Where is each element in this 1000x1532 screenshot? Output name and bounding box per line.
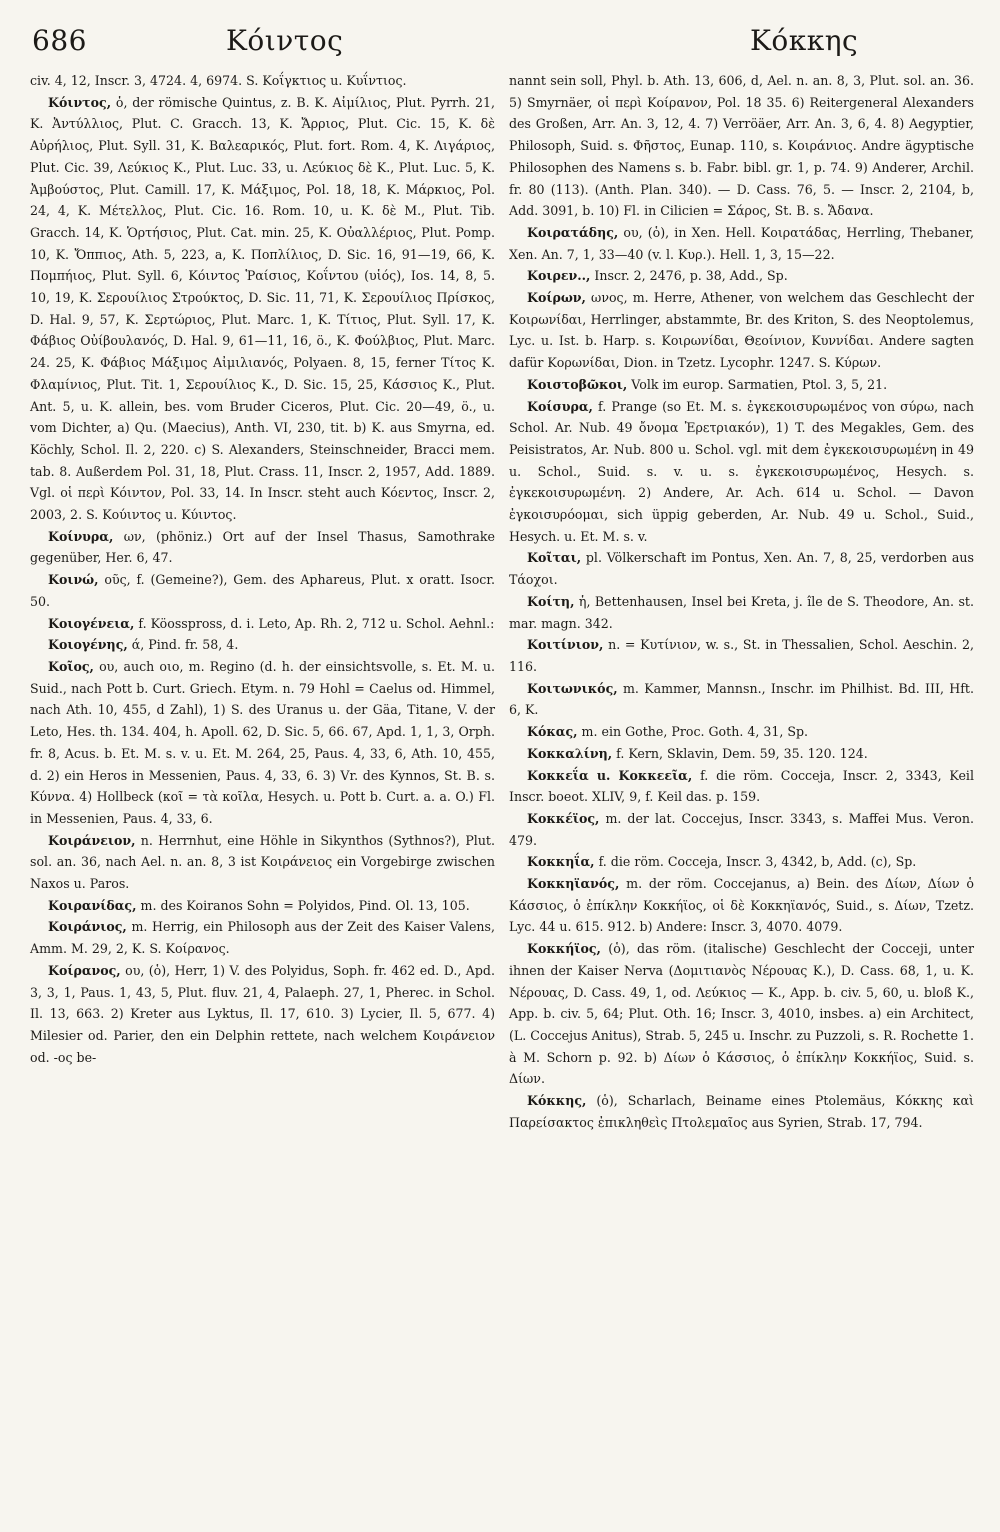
entry-headword: Κόκας, bbox=[527, 724, 578, 740]
page-header bbox=[30, 18, 974, 70]
entry-text: pl. Völkerschaft im Pontus, Xen. An. 7, 8, 25, verdorben aus Τάοχοι. bbox=[509, 550, 974, 588]
entry-headword: Κοίτη, bbox=[527, 593, 575, 609]
entry-text: ὁ, der römische Quintus, z. B. K. Αἰμίλιος, Plut. Pyrrh. 21, K. Ἀντύλλιος, Plut. C. Gracch. 13, K. Ἄρριος, Plut. Cic. 15, K. δὲ Αὐρήλιος, Plut. Syll. 31, K. Βαλεαρικός, Plut. fort. Rom. 4, K. Λιγάριος, Plut. Cic. 39, Λεύκιος K., Plut. Luc. 33, u. Λεύκιος δὲ K., Plut. Luc. 5, K. Ἀμβούστος, Plut. Camill. 17, K. Μάξιμος, Pol. 18, 18, K. Μάρκιος, Pol. 24, 4, K. Μέτελλος, Plut. Cic. 16. Rom. 10, u. K. δὲ M., Plut. Tib. Gracch. 14, K. Ὁρτήσιος, Plut. Cat. min. 25, K. Οὐαλλέριος, Plut. Pomp. 10, K. Ὄππιος, Ath. 5, 223, a, K. Ποπλίλιος, D. Sic. 16, 91—19, 66, K. Πομπήιος, Plut. Syll. 6, Κόιντος Ῥαίσιος, Κοΐντου (υἱός), Ios. 14, 8, 5. 10, 19, K. Σερουίλιος Στρούκτος, D. Sic. 11, 71, K. Σερουίλιος Πρίσκος, D. Hal. 9, 57, K. Σερτώριος, Plut. Marc. 1, K. Τίτιος, Plut. Syll. 17, K. Φάβιος Οὐίβουλανός, D. Hal. 9, 61—11, 16, ö., K. Φούλβιος, Plut. Marc. 24. 25, K. Φάβιος Μάξιμος Αἰμιλιανός, Polyaen. 8, 15, ferner Τίτος K. Φλαμίνιος, Plut. Tit. 1, Σερουίλιος K., D. Sic. 15, 25, Κάσσιος K., Plut. Ant. 5, u. K. allein, bes. vom Bruder Ciceros, Plut. Cic. 20—49, ö., u. vom Dichter, a) Qu. (Maecius), Anth. VI, 230, tit. b) K. aus Smyrna, ed. Köchly, Schol. Il. 2, 220. c) S. Alexanders, Steinschneider, Bracci mem. tab. 8. Außerdem Pol. 31, 18, Plut. Crass. 11, Inscr. 2, 1957, Add. 1889. Vgl. οἱ περὶ Κόιντον, Pol. 33, 14. In Inscr. steht auch Κόεντος, Inscr. 2, 2003, 2. S. Κούιντος u. Κύιντος. bbox=[30, 94, 495, 523]
entry-headword: Κοιρανίδας, bbox=[48, 897, 137, 913]
entry-text: f. die röm. Cocceja, Inscr. 3, 4342, b, Add. (c), Sp. bbox=[598, 854, 917, 870]
entry-text: (ὁ), das röm. (italische) Geschlecht der Cocceji, unter ihnen der Kaiser Nerva (Δομιτιανὸς Νέρουας K.), D. Cass. 68, 1, u. K. Νέρουας, D. Cass. 49, 1, od. Λεύκιος — K., App. b. civ. 5, 60, u. bloß K., App. b. civ. 5, 64; Plut. Oth. 16; Inscr. 3, 4010, insbes. a) ein Architect, (L. Coccejus Anitus), Strab. 5, 245 u. Inschr. zu Puzzoli, s. R. Rochette 1. à M. Schorn p. 92. b) Δίων ὁ Κάσσιος, ὁ ἐπίκλην Κοκκήϊος, Suid. s. Δίων. bbox=[509, 941, 974, 1087]
entry-headword: Κοκκέϊος, bbox=[527, 810, 600, 826]
dictionary-entry bbox=[30, 656, 495, 830]
dictionary-entry bbox=[509, 70, 974, 222]
dictionary-entry bbox=[509, 721, 974, 743]
dictionary-entry bbox=[30, 92, 495, 526]
text-columns bbox=[30, 70, 974, 1133]
dictionary-entry bbox=[509, 678, 974, 721]
dictionary-entry bbox=[30, 830, 495, 895]
entry-headword: Κοῖται, bbox=[527, 550, 582, 566]
entry-headword: Κόιντος, bbox=[48, 94, 112, 110]
entry-text: Inscr. 2, 2476, p. 38, Add., Sp. bbox=[594, 268, 788, 284]
dictionary-entry bbox=[509, 743, 974, 765]
entry-text: m. ein Gothe, Proc. Goth. 4, 31, Sp. bbox=[581, 724, 809, 740]
entry-text: ωνος, m. Herre, Athener, von welchem das Geschlecht der Κοιρωνίδαι, Herrlinger, abstammte, Br. des Kriton, S. des Neoptolemus, Lyc. u. Ist. b. Harp. s. Κοιρωνίδαι, Θεοίνιον, Κυννίδαι. Andere sagten dafür Κορωνίδαι, Dion. in Tzetz. Lycophr. 1247. S. Κύρων. bbox=[509, 290, 974, 371]
entry-text: f. Kern, Sklavin, Dem. 59, 35. 120. 124. bbox=[616, 745, 868, 761]
entry-headword: Κόκκης, bbox=[527, 1093, 587, 1109]
right-column bbox=[509, 70, 974, 1133]
dictionary-entry bbox=[509, 808, 974, 851]
dictionary-entry bbox=[509, 591, 974, 634]
entry-headword: Κοιράνειον, bbox=[48, 832, 136, 848]
entry-headword: Κοκκηϊανός, bbox=[527, 876, 620, 892]
entry-text: nannt sein soll, Phyl. b. Ath. 13, 606, d, Ael. n. an. 8, 3, Plut. sol. an. 36. 5) Smyrnäer, οἱ περὶ Κοίρανον, Pol. 18 35. 6) Reitergeneral Alexanders des Großen, Arr. An. 3, 12, 4. 7) Verröäer, Arr. An. 3, 6, 4. 8) Aegyptier, Philosoph, Suid. s. Φῆστος, Eunap. 110, s. Κοιράνιος. Andre ägyptische Philosophen des Namens s. b. Fabr. bibl. gr. 1, p. 74. 9) Anderer, Archil. fr. 80 (113). (Anth. Plan. 340). — D. Cass. 76, 5. — Inscr. 2, 2104, b, Add. 3091, b. 10) Fl. in Cilicien = Σάρος, St. B. s. Ἄδανα. bbox=[509, 73, 974, 219]
entry-text: ου, (ὁ), in Xen. Hell. Κοιρατάδας, Herrling, Thebaner, Xen. An. 7, 1, 33—40 (v. l. Κυρ.). Hell. 1, 3, 15—22. bbox=[509, 224, 974, 262]
entry-headword: Κοιρατάδης, bbox=[527, 224, 619, 240]
entry-text: f. die röm. Cocceja, Inscr. 2, 3343, Keil Inscr. boeot. XLIV, 9, f. Keil das. p. 159. bbox=[509, 767, 974, 805]
entry-headword: Κοίρανος, bbox=[48, 962, 121, 978]
left-running-head: Κόιντος bbox=[226, 24, 344, 57]
dictionary-entry bbox=[30, 895, 495, 917]
dictionary-entry bbox=[509, 396, 974, 548]
right-running-head: Κόκκης bbox=[750, 24, 859, 57]
dictionary-entry bbox=[509, 547, 974, 590]
dictionary-entry bbox=[30, 634, 495, 656]
entry-text: m. des Koiranos Sohn = Polyidos, Pind. Ol. 13, 105. bbox=[140, 897, 470, 913]
entry-text: n. = Κυτίνιον, w. s., St. in Thessalien, Schol. Aeschin. 2, 116. bbox=[509, 637, 974, 674]
entry-headword: Κοινώ, bbox=[48, 572, 99, 588]
entry-headword: Κοκκηΐα, bbox=[527, 854, 595, 870]
entry-headword: Κοίρων, bbox=[527, 290, 586, 306]
dictionary-entry bbox=[509, 1090, 974, 1133]
entry-headword: Κοκκεΐα u. Κοκκεεῖα, bbox=[527, 767, 693, 783]
entry-headword: Κοῖος, bbox=[48, 658, 94, 674]
dictionary-entry bbox=[509, 765, 974, 808]
entry-text: ων, (phöniz.) Ort auf der Insel Thasus, Samothrake gegenüber, Her. 6, 47. bbox=[30, 528, 495, 566]
entry-text: m. der röm. Coccejanus, a) Bein. des Δίων, Δίων ὁ Κάσσιος, ὁ ἐπίκλην Κοκκήϊος, οἱ δὲ Κοκκηϊανός, Suid., s. Δίων, Tzetz. Lyc. 44 u. 615. 912. b) Andere: Inscr. 3, 4070. 4079. bbox=[509, 876, 974, 935]
entry-text: m. Herrig, ein Philosoph aus der Zeit des Kaiser Valens, Amm. M. 29, 2, K. S. Κοίρανος. bbox=[30, 919, 495, 957]
entry-headword: Κοιογένης, bbox=[48, 637, 128, 653]
entry-text: m. Kammer, Mannsn., Inschr. im Philhist. Bd. III, Hft. 6, K. bbox=[509, 680, 974, 718]
entry-text: ἡ, Bettenhausen, Insel bei Kreta, j. île de S. Theodore, An. st. mar. magn. 342. bbox=[509, 593, 974, 631]
entry-text: f. Köosspross, d. i. Leto, Ap. Rh. 2, 712 u. Schol. Aehnl.: bbox=[138, 615, 495, 631]
dictionary-entry bbox=[30, 613, 495, 635]
dictionary-entry bbox=[30, 526, 495, 569]
entry-text: Volk im europ. Sarmatien, Ptol. 3, 5, 21. bbox=[631, 376, 888, 392]
entry-text: ου, auch οιο, m. Regino (d. h. der einsichtsvolle, s. Et. M. u. Suid., nach Pott b. Curt. Griech. Etym. n. 79 Hohl = Caelus od. Himmel, nach Ath. 10, 455, d Zahl), 1) S. des Uranus u. der Gäa, Titane, V. der Leto, Hes. th. 134. 404, h. Apoll. 62, D. Sic. 5, 66. 67, Apd. 1, 1, 3, Orph. fr. 8, Acus. b. Et. M. s. v. u. Et. M. 264, 25, Paus. 4, 33, 6, Ath. 10, 455, d. 2) ein Heros in Messenien, Paus. 4, 33, 6. 3) Vr. des Kynnos, St. B. s. Κύννα. 4) Hollbeck (κοῖ = τὰ κοῖλα, Hesych. u. Pott b. Curt. a. a. O.) Fl. in Messenien, Paus. 4, 33, 6. bbox=[30, 658, 495, 826]
entry-headword: Κοιτίνιον, bbox=[527, 637, 604, 653]
entry-text: civ. 4, 12, Inscr. 3, 4724. 4, 6974. S. Κοΐγκτιος u. Κυΐντιος. bbox=[30, 73, 407, 88]
dictionary-entry bbox=[509, 634, 974, 677]
entry-headword: Κοίσυρα, bbox=[527, 398, 593, 414]
dictionary-entry bbox=[30, 916, 495, 959]
dictionary-entry bbox=[509, 287, 974, 374]
dictionary-entry bbox=[509, 265, 974, 287]
dictionary-entry bbox=[509, 222, 974, 265]
entry-text: m. der lat. Coccejus, Inscr. 3343, s. Maffei Mus. Veron. 479. bbox=[509, 810, 974, 848]
entry-text: f. Prange (so Et. M. s. ἐγκεκοισυρωμένος von σύρω, nach Schol. Ar. Nub. 49 ὄνομα Ἐρετριακόν), 1) T. des Megakles, Gem. des Peisistratos, Ar. Nub. 800 u. Schol. vgl. mit dem ἐγκεκοισυρωμένη in 49 u. Schol., Suid. s. v. u. s. ἐγκεκοισυρωμένος, Hesych. s. ἐγκεκοισυρωμένη. 2) Andere, Ar. Ach. 614 u. Schol. — Davon ἐγκοισυρόομαι, sich üppig geberden, Ar. Nub. 49 u. Schol., Suid., Hesych. u. Et. M. s. v. bbox=[509, 398, 974, 544]
entry-headword: Κοιράνιος, bbox=[48, 919, 127, 935]
entry-text: ά, Pind. fr. 58, 4. bbox=[131, 637, 239, 653]
entry-text: (ὁ), Scharlach, Beiname eines Ptolemäus, Κόκκης καὶ Παρείσακτος ἐπικληθεὶς Πτολεμαῖος aus Syrien, Strab. 17, 794. bbox=[509, 1093, 974, 1130]
entry-text: οῦς, f. (Gemeine?), Gem. des Aphareus, Plut. x oratt. Isocr. 50. bbox=[30, 572, 495, 609]
dictionary-entry bbox=[509, 374, 974, 396]
dictionary-entry bbox=[30, 569, 495, 612]
entry-text: ου, (ὁ), Herr, 1) V. des Polyidus, Soph. fr. 462 ed. D., Apd. 3, 3, 1, Paus. 1, 43, 5, Plut. fluv. 21, 4, Palaeph. 27, 1, Pherec. in Schol. Il. 13, 663. 2) Kreter aus Lyktus, Il. 17, 610. 3) Lycier, Il. 5, 677. 4) Milesier od. Parier, den ein Delphin rettete, nach welchem Κοιράνειον od. -ος be- bbox=[30, 962, 495, 1065]
dictionary-entry bbox=[509, 873, 974, 938]
entry-headword: Κοκκαλίνη, bbox=[527, 745, 613, 761]
entry-headword: Κοιογένεια, bbox=[48, 615, 135, 631]
entry-text: n. Herrnhut, eine Höhle in Sikynthos (Sythnos?), Plut. sol. an. 36, nach Ael. n. an. 8, 3 ist Κοιράνειος ein Vorgebirge zwischen Naxos u. Paros. bbox=[30, 832, 495, 892]
entry-headword: Κοκκήϊος, bbox=[527, 941, 601, 957]
dictionary-entry bbox=[30, 960, 495, 1069]
dictionary-entry bbox=[509, 851, 974, 873]
page-number: 686 bbox=[32, 24, 87, 57]
dictionary-entry bbox=[30, 70, 495, 92]
entry-headword: Κοιτωνικός, bbox=[527, 680, 618, 696]
entry-headword: Κοιρεν.., bbox=[527, 268, 591, 284]
entry-headword: Κοιστοβῶκοι, bbox=[527, 376, 628, 392]
left-column bbox=[30, 70, 495, 1133]
dictionary-entry bbox=[509, 938, 974, 1090]
entry-headword: Κοίνυρα, bbox=[48, 528, 114, 544]
